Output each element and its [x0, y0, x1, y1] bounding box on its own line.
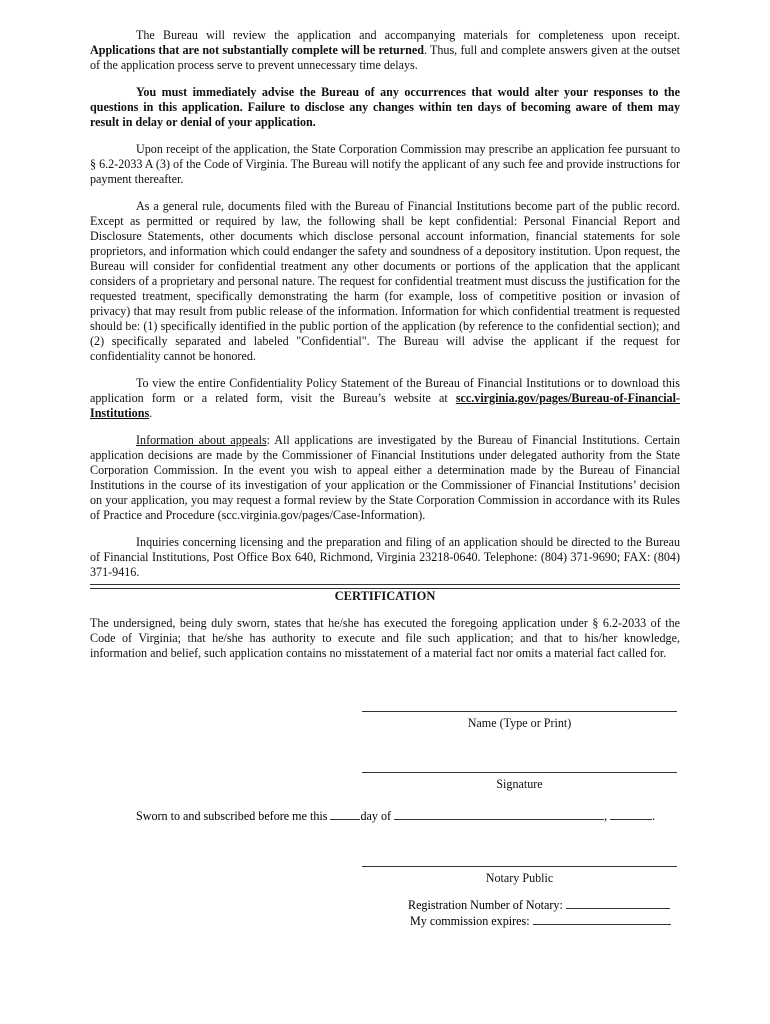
advise-warning: You must immediately advise the Bureau of any occurrences that would alter your responses to the questions in this application. Failure to disclose any changes within ten days of becoming aware of them may result in delay or denial of your application.: [90, 85, 680, 129]
sworn-statement: Sworn to and subscribed before me this day of , .: [136, 809, 656, 823]
registration-row: [408, 897, 670, 913]
paragraph-website: [90, 376, 680, 421]
notary-block: [362, 866, 677, 886]
signature-label: Signature: [496, 777, 543, 791]
commission-blank[interactable]: [533, 913, 671, 925]
website-text: To view the entire Confidentiality Policy Statement of the Bureau of Financial Institutions or to download this application form or a related form, visit the Bureau’s website at: [90, 376, 680, 405]
name-signature-block: [362, 711, 677, 731]
notary-line[interactable]: [362, 866, 677, 867]
commission-row: [410, 913, 671, 929]
paragraph-appeals: [90, 433, 680, 523]
certification-body: The undersigned, being duly sworn, states that he/she has executed the foregoing application under § 6.2-2033 of the Code of Virginia; that he/she has authority to execute and file such application; and that to his/her knowledge, information and belief, such application contains no misstatement of a material fact nor omits a material fact called for.: [90, 616, 680, 660]
signature-block: [362, 772, 677, 792]
sworn-month-blank[interactable]: [394, 808, 604, 820]
paragraph-advise: [90, 85, 680, 130]
document-body: [90, 28, 680, 661]
commission-label: My commission expires:: [410, 914, 530, 928]
name-line[interactable]: [362, 711, 677, 712]
sworn-year-blank[interactable]: [610, 808, 652, 820]
registration-blank[interactable]: [566, 897, 670, 909]
name-label: Name (Type or Print): [467, 716, 572, 730]
appeals-heading: Information about appeals: [136, 433, 267, 447]
paragraph-review: [90, 28, 680, 73]
review-text: The Bureau will review the application and accompanying materials for completeness upon receipt.: [136, 28, 680, 42]
review-text-end: . Thus, full and complete answers given at the outset of the application process serve to prevent unnecessary time delays.: [90, 43, 680, 72]
paragraph-inquiries: Inquiries concerning licensing and the preparation and filing of an application should be directed to the Bureau of Financial Institutions, Post Office Box 640, Richmond, Virginia 23218-0640. Telephone: (804) 371-9690; FAX: (804) 371-9416.: [90, 535, 680, 579]
notary-label: Notary Public: [485, 871, 554, 885]
website-text-end: .: [149, 406, 153, 420]
registration-label: Registration Number of Notary:: [408, 898, 563, 912]
appeals-text: : All applications are investigated by the Bureau of Financial Institutions. Certain application decisions are made by the Commissioner of Financial Institutions under delegated authority from the State Corporation Commission. In the event you wish to appeal either a determination made by the Bureau of Financial Institutions in the course of its investigation of your application or the Commissioner of Financial Institutions’ decision on your application, you may request a formal review by the State Corporation Commission in accordance with its Rules of Practice and Procedure (scc.virginia.gov/pages/Case-Information).: [90, 433, 680, 522]
signature-line[interactable]: [362, 772, 677, 773]
paragraph-fee: Upon receipt of the application, the State Corporation Commission may prescribe an application fee pursuant to § 6.2-2033 A (3) of the Code of Virginia. The Bureau will notify the applicant of any such fee and provide instructions for payment thereafter.: [90, 142, 680, 186]
divider-line: [90, 584, 680, 586]
sworn-day-label: day of: [360, 809, 392, 823]
sworn-prefix: Sworn to and subscribed before me this: [136, 809, 328, 823]
bureau-website-link[interactable]: scc.virginia.gov/pages/Bureau-of-Financial-Institutions: [90, 391, 680, 420]
certification-title: CERTIFICATION: [334, 589, 436, 603]
returned-warning: Applications that are not substantially complete will be returned: [90, 43, 424, 57]
paragraph-confidentiality: As a general rule, documents filed with the Bureau of Financial Institutions become part of the public record. Except as permitted or required by law, the following shall be kept confidential: Personal Financial Report and Disclosure Statements, other documents which disclose personal account information, financial statements for sole proprietors, and information which could endanger the safety and soundness of a depository institution. Upon request, the Bureau will consider for confidential treatment any other documents or portions of the application that the applicant considers of a proprietary and personal nature. The request for confidential treatment must discuss the justification for the requested treatment, specifically demonstrating the harm (for example, loss of competitive position or invasion of privacy) that may result from public release of the information. Information for which confidential treatment is requested should be: (1) specifically identified in the public portion of the application (by reference to the confidential section); and (2) specifically separated and labeled "Confidential". The Bureau will advise the applicant if the request for confidentiality cannot be honored.: [90, 199, 680, 363]
sworn-day-blank[interactable]: [330, 808, 360, 820]
